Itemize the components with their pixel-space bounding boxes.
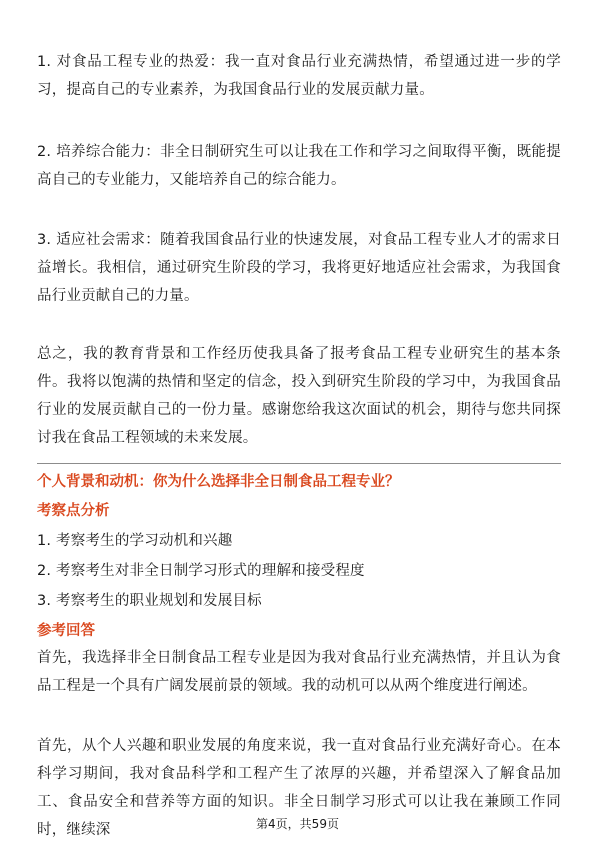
answer-paragraph: 首先，我选择非全日制食品工程专业是因为我对食品行业充满热情，并且认为食品工程是一个具有广阔发展前景的领域。我的动机可以从两个维度进行阐述。 bbox=[37, 650, 561, 694]
analysis-point: 2. 考察考生对非全日制学习形式的理解和接受程度 bbox=[37, 563, 365, 579]
section-divider bbox=[37, 463, 561, 464]
answer-paragraph: 首先，从个人兴趣和职业发展的角度来说，我一直对食品行业充满好奇心。在本科学习期间，我对食品科学和工程产生了浓厚的兴趣，并希望深入了解食品加工、食品安全和营养等方面的知识。非全日制学习形式可以让我在兼顾工作同时，继续深 bbox=[37, 738, 561, 838]
analysis-point: 3. 考察考生的职业规划和发展目标 bbox=[37, 593, 262, 609]
analysis-point: 1. 考察考生的学习动机和兴趣 bbox=[37, 533, 233, 549]
question-title: 个人背景和动机：你为什么选择非全日制食品工程专业？ bbox=[37, 474, 400, 490]
answer-heading: 参考回答 bbox=[37, 623, 95, 639]
paragraph-ability: 2. 培养综合能力：非全日制研究生可以让我在工作和学习之间取得平衡，既能提高自己的专业能力，又能培养自己的综合能力。 bbox=[37, 144, 561, 188]
paragraph-summary: 总之，我的教育背景和工作经历使我具备了报考食品工程专业研究生的基本条件。我将以饱满的热情和坚定的信念，投入到研究生阶段的学习中，为我国食品行业的发展贡献自己的一份力量。感谢您给我这次面试的机会，期待与您共同探讨我在食品工程领域的未来发展。 bbox=[37, 346, 561, 446]
paragraph-passion: 1. 对食品工程专业的热爱：我一直对食品行业充满热情，希望通过进一步的学习，提高自己的专业素养，为我国食品行业的发展贡献力量。 bbox=[37, 54, 561, 98]
paragraph-society: 3. 适应社会需求：随着我国食品行业的快速发展，对食品工程专业人才的需求日益增长。我相信，通过研究生阶段的学习，我将更好地适应社会需求，为我国食品行业贡献自己的力量。 bbox=[37, 232, 561, 304]
analysis-heading: 考察点分析 bbox=[37, 503, 110, 519]
analysis-list bbox=[37, 526, 561, 616]
page-number: 第4页，共59页 bbox=[256, 817, 339, 831]
